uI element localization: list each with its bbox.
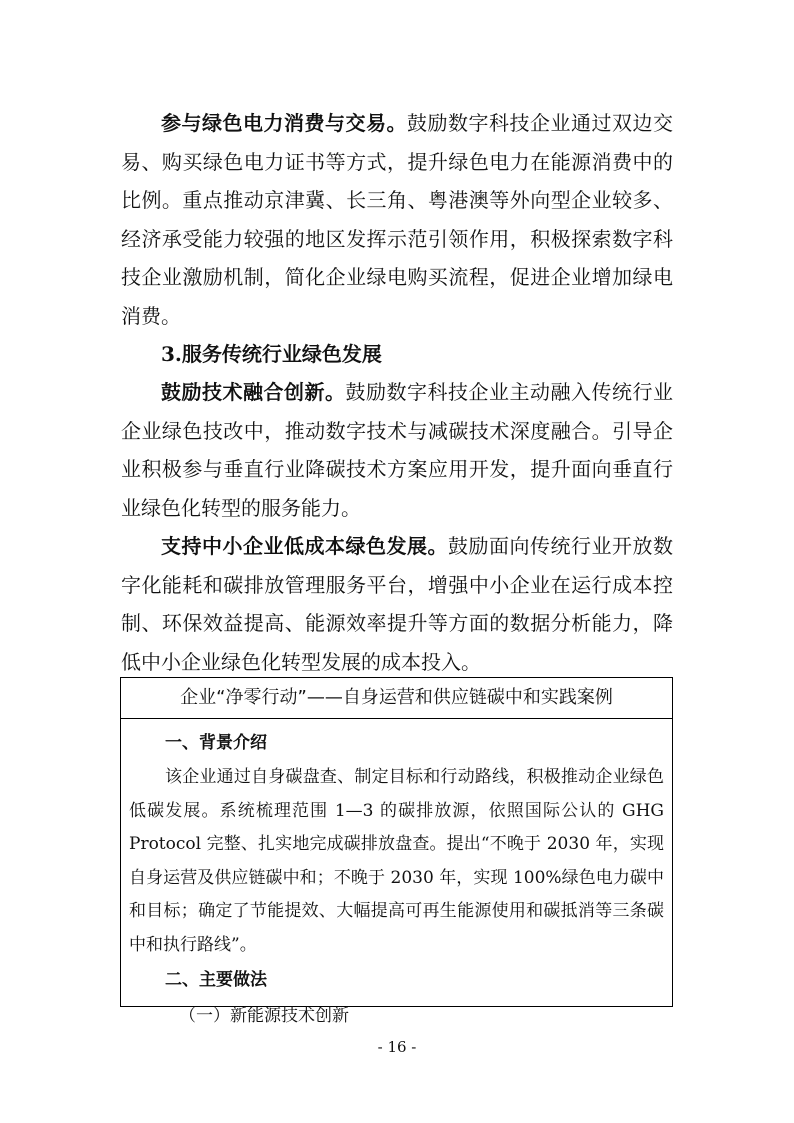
case-study-title: 企业“净零行动”——自身运营和供应链碳中和实践案例 <box>121 678 672 719</box>
case-paragraph: 该企业通过自身碳盘查、制定目标和行动路线，积极推动企业绿色低碳发展。系统梳理范围 1—3 的碳排放源，依照国际公认的 GHG Protocol 完整、扎实地完成碳排放盘查。提出“不晚于 2030 年，实现自身运营及供应链碳中和；不晚于 2030 年，实现 100%绿色电力碳中和目标；确定了节能提效、大幅提高可再生能源使用和碳抵消等三条碳中和执行路线”。 <box>129 767 664 955</box>
case-heading-background: 一、背景介绍 <box>165 733 267 753</box>
paragraph-text: 鼓励面向传统行业开放数字化能耗和碳排放管理服务平台，增强中小企业在运行成本控制、环保效益提高、能源效率提升等方面的数据分析能力，降低中小企业绿色化转型发展的成本投入。 <box>121 534 673 674</box>
paragraph-lead: 参与绿色电力消费与交易。 <box>161 111 407 135</box>
case-heading-practices: 二、主要做法 <box>165 970 267 990</box>
paragraph-tech-fusion <box>121 373 673 527</box>
paragraph-text: 鼓励数字科技企业通过双边交易、购买绿色电力证书等方式，提升绿色电力在能源消费中的比例。重点推动京津冀、长三角、粤港澳等外向型企业较多、经济承受能力较强的地区发挥示范引领作用，积极探索数字科技企业激励机制，简化企业绿电购买流程，促进企业增加绿电消费。 <box>121 111 673 328</box>
paragraph-green-power <box>121 104 673 335</box>
paragraph-lead: 鼓励技术融合创新。 <box>161 380 346 404</box>
page-number: - 16 - <box>377 1038 417 1056</box>
paragraph-text: 鼓励数字科技企业主动融入传统行业企业绿色技改中，推动数字技术与减碳技术深度融合。引导企业积极参与垂直行业降碳技术方案应用开发，提升面向垂直行业绿色化转型的服务能力。 <box>121 380 673 520</box>
case-study-box <box>120 677 673 1026</box>
case-subheading: （一）新能源技术创新 <box>179 1006 349 1026</box>
section-heading: 3.服务传统行业绿色发展 <box>161 342 382 366</box>
case-study-body <box>121 719 672 1034</box>
paragraph-lead: 支持中小企业低成本绿色发展。 <box>161 534 448 558</box>
paragraph-sme-support <box>121 527 673 681</box>
